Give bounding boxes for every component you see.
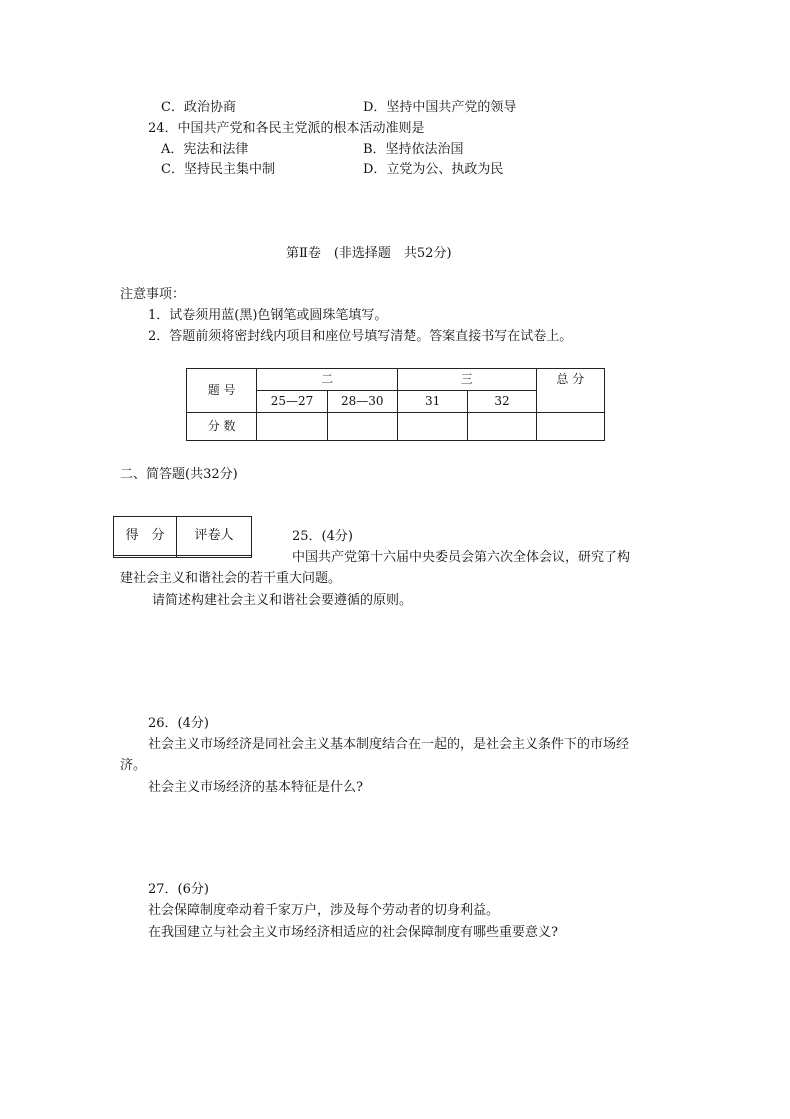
q23-option-d: D．坚持中国共产党的领导	[363, 100, 517, 115]
q24-option-c: C．坚持民主集中制	[161, 162, 275, 177]
score-table-total-header: 总 分	[536, 369, 604, 413]
score-table-group-two: 二	[257, 369, 398, 391]
score-table-question-header: 题 号	[187, 369, 257, 413]
score-table-score-label: 分 数	[187, 412, 257, 440]
score-table-sub-31: 31	[397, 391, 467, 412]
q26-header: 26．(4分)	[148, 716, 209, 731]
q24-stem: 24．中国共产党和各民主党派的根本活动准则是	[148, 121, 425, 136]
q27-question: 在我国建立与社会主义市场经济相适应的社会保障制度有哪些重要意义?	[148, 925, 558, 940]
q27-line-1: 社会保障制度牵动着千家万户，涉及每个劳动者的切身利益。	[148, 903, 500, 918]
score-table-sub-28-30: 28—30	[327, 391, 397, 412]
grader-table-score-label: 得 分	[114, 517, 177, 556]
q25-line-1: 中国共产党第十六届中央委员会第六次全体会议，研究了构	[292, 550, 631, 565]
grader-table-grader-label: 评卷人	[177, 517, 252, 556]
grader-score-cell	[114, 555, 177, 557]
notes-heading: 注意事项：	[120, 287, 186, 302]
q25-line-2: 建社会主义和谐社会的若干重大问题。	[120, 571, 342, 586]
score-cell-25-27	[257, 412, 327, 440]
score-table-sub-32: 32	[468, 391, 536, 412]
score-cell-32	[468, 412, 536, 440]
notes-item-1: 1．试卷须用蓝(黑)色钢笔或圆珠笔填写。	[148, 308, 388, 323]
q25-header: 25．(4分)	[292, 529, 353, 544]
notes-item-2: 2．答题前须将密封线内项目和座位号填写清楚。答案直接书写在试卷上。	[148, 329, 573, 344]
section2-heading: 二、简答题(共32分)	[120, 467, 238, 482]
q26-question: 社会主义市场经济的基本特征是什么?	[148, 780, 363, 795]
q24-option-b: B．坚持依法治国	[363, 142, 464, 157]
q23-option-c: C．政治协商	[161, 100, 236, 115]
q24-option-d: D．立党为公、执政为民	[363, 162, 504, 177]
score-table-group-three: 三	[397, 369, 536, 391]
q25-question: 请简述构建社会主义和谐社会要遵循的原则。	[152, 593, 413, 608]
part2-title: 第Ⅱ卷 (非选择题 共52分)	[286, 246, 452, 261]
q24-option-a: A．宪法和法律	[161, 142, 249, 157]
score-cell-28-30	[327, 412, 397, 440]
grader-table	[113, 516, 252, 558]
q27-header: 27．(6分)	[148, 882, 209, 897]
q26-line-1: 社会主义市场经济是同社会主义基本制度结合在一起的，是社会主义条件下的市场经	[148, 737, 630, 752]
q26-line-2: 济。	[120, 758, 147, 773]
score-table-sub-25-27: 25—27	[257, 391, 327, 412]
score-cell-total	[536, 412, 604, 440]
grader-name-cell	[177, 555, 252, 557]
score-cell-31	[397, 412, 467, 440]
score-table	[186, 368, 605, 441]
